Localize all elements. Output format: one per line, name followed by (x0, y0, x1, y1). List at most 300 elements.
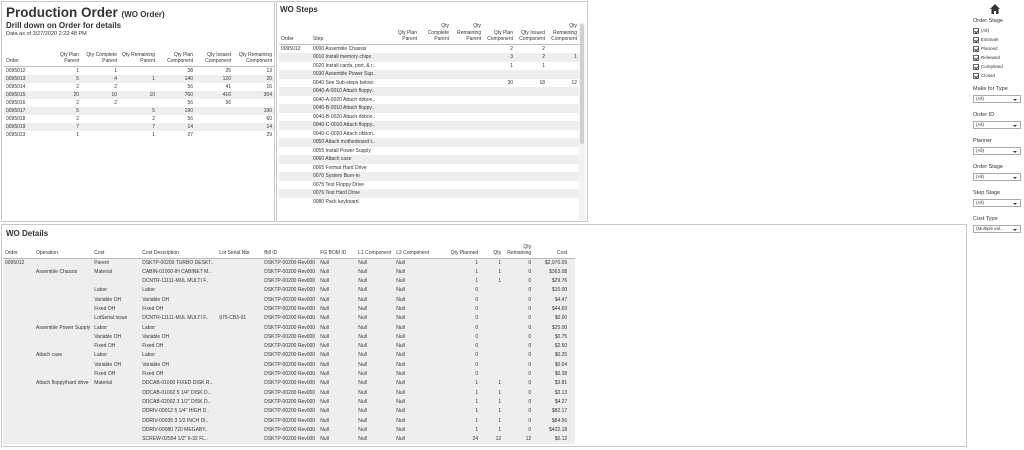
step-stage-filter-title: Step Stage (973, 190, 1001, 196)
table-cell (480, 361, 503, 370)
table-row[interactable] (4, 115, 274, 123)
table-cell: 18 (539, 79, 545, 86)
row-spacer (569, 370, 575, 379)
table-cell (419, 62, 451, 71)
table-row[interactable] (3, 379, 575, 388)
table-cell: 56 (187, 115, 193, 122)
table-cell: DSKTP-00200 Rev000 (262, 258, 318, 268)
table-cell: Null (394, 324, 436, 333)
table-cell (279, 79, 311, 88)
table-cell: Material (92, 268, 140, 277)
row-spacer (569, 407, 575, 416)
table-cell: CABIN-01000-IH CABINET M.. (140, 268, 217, 277)
table-cell (279, 70, 311, 79)
table-row[interactable] (279, 62, 579, 71)
table-cell (547, 104, 579, 113)
table-cell (217, 268, 262, 277)
table-cell: $44.69 (533, 305, 569, 314)
table-cell (3, 361, 34, 370)
column-header[interactable]: Bill ID (262, 240, 318, 258)
table-cell (387, 147, 419, 156)
table-cell: 0095012 (281, 45, 301, 52)
table-cell (419, 121, 451, 130)
table-cell: Fixed OH (140, 342, 217, 351)
table-cell: 0 (503, 407, 533, 416)
table-cell: 0050 Attach motherboard t.. (311, 138, 387, 147)
column-header[interactable]: Qty Issued Component (515, 22, 547, 44)
table-cell: $4.47 (533, 296, 569, 305)
order-stage-filter-title: Order Stage (973, 18, 1003, 24)
table-cell: 1 (480, 277, 503, 286)
table-cell (483, 147, 515, 156)
header-row (3, 240, 575, 258)
table-cell: 1 (114, 67, 117, 74)
table-row[interactable] (279, 44, 579, 53)
table-cell: DSKTP-00200 Rev000 (262, 361, 318, 370)
column-header[interactable]: Qty Plan Component (157, 42, 195, 66)
table-cell (34, 417, 92, 426)
table-cell: $0.25 (533, 351, 569, 360)
table-row[interactable] (279, 198, 579, 207)
table-cell: 1 (436, 258, 480, 268)
table-cell (547, 164, 579, 173)
table-cell: DSKTP-00200 Rev000 (262, 407, 318, 416)
table-cell (387, 121, 419, 130)
table-cell: Null (394, 426, 436, 435)
wo-steps-title: WO Steps (280, 5, 318, 14)
table-cell (515, 198, 547, 207)
chevron-down-icon (1013, 125, 1017, 127)
table-cell: Fixed OH (140, 370, 217, 379)
table-cell: 12 (571, 79, 577, 86)
table-cell (279, 172, 311, 181)
table-cell: Null (356, 417, 394, 426)
dropdown-value: (All) (976, 200, 984, 205)
table-row[interactable] (3, 333, 575, 342)
page-title: Production Order (6, 5, 118, 20)
order-stage-dropdown-title: Order Stage (973, 164, 1003, 170)
table-cell (279, 138, 311, 147)
table-row[interactable] (279, 164, 579, 173)
table-row[interactable] (3, 314, 575, 323)
table-row[interactable] (279, 181, 579, 190)
table-cell: DSKTP-00200 Rev000 (262, 277, 318, 286)
table-row[interactable] (4, 99, 274, 107)
table-row[interactable] (279, 130, 579, 139)
table-cell: $2,970.09 (533, 258, 569, 268)
table-row[interactable] (4, 83, 274, 91)
table-cell (451, 79, 483, 88)
table-cell (387, 104, 419, 113)
table-cell: DSKTP-00200 Rev000 (262, 417, 318, 426)
table-row[interactable] (3, 407, 575, 416)
table-cell (419, 130, 451, 139)
table-row[interactable] (279, 113, 579, 122)
table-cell: 0095012 (6, 67, 26, 74)
table-cell: 1 (480, 389, 503, 398)
table-cell: 12 (480, 435, 503, 444)
table-row[interactable] (3, 417, 575, 426)
chevron-down-icon (1013, 99, 1017, 101)
table-row[interactable] (279, 147, 579, 156)
table-row[interactable] (3, 258, 575, 268)
column-header[interactable]: Qty Remaining Component (233, 42, 274, 66)
table-row[interactable] (279, 79, 579, 88)
table-row[interactable] (279, 189, 579, 198)
table-cell (547, 62, 579, 71)
table-cell (34, 342, 92, 351)
table-row[interactable] (4, 66, 274, 75)
table-cell (34, 314, 92, 323)
table-row[interactable] (3, 286, 575, 295)
table-row[interactable] (3, 426, 575, 435)
table-cell (387, 130, 419, 139)
table-cell (547, 121, 579, 130)
checkbox-checked-icon[interactable] (973, 46, 979, 52)
table-row[interactable] (279, 121, 579, 130)
table-cell: $0.75 (533, 333, 569, 342)
table-cell (419, 53, 451, 62)
table-cell: Null (318, 426, 356, 435)
table-cell: Null (394, 407, 436, 416)
table-cell: 14 (233, 123, 274, 131)
checkbox-checked-icon[interactable] (973, 55, 979, 61)
column-header[interactable]: Qty Remaining Parent (451, 22, 483, 44)
table-row[interactable] (4, 75, 274, 83)
table-cell (34, 333, 92, 342)
table-cell (34, 296, 92, 305)
row-spacer (569, 361, 575, 370)
table-cell: 0040-C-0020 Attach ribbon.. (313, 130, 376, 137)
table-cell: 5 (44, 75, 81, 83)
table-cell: Null (318, 286, 356, 295)
wo-steps-table (279, 22, 579, 206)
column-header[interactable]: Cost Description (140, 240, 217, 258)
column-header[interactable]: Qty Planned (436, 240, 480, 258)
table-cell (34, 277, 92, 286)
table-cell: $84.56 (533, 417, 569, 426)
table-cell: Attach case (34, 351, 92, 360)
table-row[interactable] (3, 277, 575, 286)
chevron-down-icon (1013, 229, 1017, 231)
table-cell (3, 324, 34, 333)
table-cell: 0 (503, 417, 533, 426)
table-cell: 0010 Install memory chips (311, 53, 387, 62)
column-header[interactable]: L1 Component (356, 240, 394, 258)
table-cell: 25 (225, 67, 231, 74)
table-cell: 12 (503, 435, 533, 444)
column-header[interactable]: Qty Issued Component (195, 42, 233, 66)
order-stage-option[interactable] (973, 45, 998, 54)
table-cell (547, 147, 579, 156)
table-cell: 1 (480, 398, 503, 407)
option-label: Completed (981, 64, 1003, 69)
column-header[interactable]: Qty Remaining (503, 240, 533, 258)
table-cell: Null (356, 324, 394, 333)
table-cell (515, 121, 547, 130)
table-cell: Null (356, 342, 394, 351)
column-header[interactable]: L2 Component (394, 240, 436, 258)
table-cell (419, 79, 451, 88)
table-row[interactable] (3, 435, 575, 444)
table-cell: 0 (503, 379, 533, 388)
column-header[interactable]: Operation (34, 240, 92, 258)
table-row[interactable] (279, 70, 579, 79)
table-row[interactable] (279, 155, 579, 164)
table-row[interactable] (279, 104, 579, 113)
table-cell: 1 (547, 53, 579, 62)
column-header[interactable]: Step (311, 22, 387, 44)
table-cell: 0 (503, 277, 533, 286)
table-cell (515, 96, 547, 105)
table-cell: 0 (503, 286, 533, 295)
table-cell: 0095018 (6, 115, 26, 122)
table-cell: 0095019 (4, 123, 44, 131)
production-order-title (6, 5, 165, 20)
table-row[interactable] (4, 91, 274, 99)
column-header[interactable]: FG BOM ID (318, 240, 356, 258)
table-cell: 0 (503, 268, 533, 277)
table-cell (451, 96, 483, 105)
table-cell: Fixed OH (92, 305, 140, 314)
table-cell: DSKTP-00200 Rev000 (262, 342, 318, 351)
table-row[interactable] (3, 389, 575, 398)
table-cell: Null (318, 305, 356, 314)
order-stage-dropdown[interactable] (973, 173, 1021, 181)
scrollbar-thumb[interactable] (580, 24, 584, 144)
table-cell (217, 361, 262, 370)
table-cell (34, 435, 92, 444)
table-cell: $0.00 (533, 314, 569, 323)
option-label: (All) (981, 28, 989, 33)
table-row[interactable] (3, 342, 575, 351)
table-cell: 416 (195, 91, 233, 99)
table-cell (515, 130, 547, 139)
planner-dropdown[interactable] (973, 147, 1021, 155)
table-cell: 2 (515, 53, 547, 62)
table-cell (92, 398, 140, 407)
table-cell: 1 (152, 131, 155, 138)
column-header[interactable]: Cost (92, 240, 140, 258)
table-cell: DCNTR-11111-MUL MULTI F.. (140, 277, 217, 286)
table-cell (419, 164, 451, 173)
table-cell: 41 (225, 83, 231, 90)
table-cell (419, 113, 451, 122)
order-stage-option[interactable] (973, 27, 989, 36)
order-stage-option[interactable] (973, 36, 999, 45)
table-cell: Null (318, 296, 356, 305)
table-row[interactable] (279, 138, 579, 147)
column-header[interactable]: Qty Remaining Component (547, 22, 579, 44)
table-cell: 56 (187, 83, 193, 90)
column-header[interactable]: Lot Serial Nbr (217, 240, 262, 258)
table-cell: Null (356, 351, 394, 360)
table-cell (419, 172, 451, 181)
make-for-type-dropdown[interactable] (973, 95, 1021, 103)
order-stage-option[interactable] (973, 54, 1000, 63)
table-row[interactable] (4, 107, 274, 115)
checkbox-checked-icon[interactable] (973, 73, 979, 79)
table-cell (451, 164, 483, 173)
checkbox-checked-icon[interactable] (973, 28, 979, 34)
table-cell (387, 138, 419, 147)
table-cell (451, 87, 483, 96)
table-cell (515, 172, 547, 181)
order-id-dropdown[interactable] (973, 121, 1021, 129)
table-row[interactable] (279, 96, 579, 105)
column-header[interactable]: Order (3, 240, 34, 258)
table-cell: Null (318, 417, 356, 426)
table-cell (483, 181, 515, 190)
column-header[interactable]: Qty Plan Parent (387, 22, 419, 44)
table-cell (217, 324, 262, 333)
table-row[interactable] (3, 324, 575, 333)
table-cell (195, 115, 233, 123)
column-header[interactable]: Qty Remaining Parent (119, 42, 157, 66)
order-stage-option[interactable] (973, 63, 1003, 72)
cost-type-dropdown[interactable] (973, 225, 1021, 233)
table-cell (387, 70, 419, 79)
table-row[interactable] (3, 398, 575, 407)
wo-details-table (3, 240, 575, 444)
column-header[interactable]: Qty Complete Parent (419, 22, 451, 44)
wo-steps-body (279, 44, 579, 206)
table-cell: 0065 Format Hard Drive (313, 164, 367, 171)
table-cell: 20 (233, 75, 274, 83)
table-cell (217, 305, 262, 314)
table-cell (419, 44, 451, 53)
table-cell (387, 44, 419, 53)
row-spacer (569, 258, 575, 268)
table-cell (547, 198, 579, 207)
table-cell: Null (318, 324, 356, 333)
table-cell (387, 181, 419, 190)
table-cell: 0 (436, 333, 480, 342)
data-as-of: Data as of 3/27/2020 2:22:48 PM (6, 31, 87, 37)
column-header[interactable]: Qty (480, 240, 503, 258)
table-cell (483, 104, 515, 113)
table-cell: DDCAB-02002 3 1/2" DISK D.. (140, 398, 217, 407)
table-cell: 2 (114, 99, 117, 106)
checkbox-checked-icon[interactable] (973, 64, 979, 70)
table-row[interactable] (3, 305, 575, 314)
table-cell (547, 189, 579, 198)
table-row[interactable] (279, 53, 579, 62)
table-row[interactable] (279, 87, 579, 96)
header-row (279, 22, 579, 44)
table-cell: Null (394, 379, 436, 388)
table-cell (387, 164, 419, 173)
table-cell: Null (394, 435, 436, 444)
column-header[interactable]: Order (4, 42, 44, 66)
table-cell (34, 389, 92, 398)
column-header[interactable]: Qty Complete Parent (81, 42, 119, 66)
table-cell (419, 104, 451, 113)
step-stage-dropdown[interactable] (973, 199, 1021, 207)
table-cell: 0 (503, 426, 533, 435)
home-icon[interactable] (989, 3, 1001, 15)
table-cell: DSKTP-00200 Rev000 (262, 379, 318, 388)
table-cell: 0040-A-0010 Attach floppy.. (311, 87, 387, 96)
table-cell (483, 172, 515, 181)
table-row[interactable] (279, 172, 579, 181)
table-cell (515, 70, 547, 79)
table-cell: Labor (92, 351, 140, 360)
table-row[interactable] (3, 268, 575, 277)
table-cell (3, 398, 34, 407)
table-cell: Labor (92, 324, 140, 333)
checkbox-checked-icon[interactable] (973, 37, 979, 43)
table-cell: 13 (266, 67, 272, 74)
table-row[interactable] (3, 361, 575, 370)
table-cell: 1 (76, 67, 79, 74)
column-header[interactable]: Qty Plan Parent (44, 42, 81, 66)
table-cell (34, 398, 92, 407)
table-cell (233, 99, 274, 107)
table-cell: 1 (436, 277, 480, 286)
column-header[interactable]: Qty Plan Component (483, 22, 515, 44)
table-cell: DSKTP-00200 Rev000 (262, 333, 318, 342)
table-cell: 1 (436, 426, 480, 435)
vertical-scrollbar[interactable] (579, 22, 585, 220)
table-cell (451, 121, 483, 130)
table-cell: Variable OH (92, 361, 140, 370)
table-cell (480, 370, 503, 379)
table-cell: 0040-B-0010 Attach floppy.. (311, 104, 387, 113)
table-row[interactable] (3, 370, 575, 379)
table-cell: Null (318, 351, 356, 360)
table-cell: $432.18 (533, 426, 569, 435)
table-cell: 1 (510, 62, 513, 69)
table-cell (3, 379, 34, 388)
table-cell (451, 53, 483, 62)
column-header[interactable]: Order (279, 22, 311, 44)
order-stage-option[interactable] (973, 72, 995, 81)
table-cell (547, 96, 579, 105)
cost-type-filter-title: Cost Type (973, 216, 998, 222)
table-cell: $10.00 (533, 286, 569, 295)
chevron-down-icon (1013, 177, 1017, 179)
table-cell (3, 305, 34, 314)
table-row[interactable] (3, 351, 575, 360)
table-cell (34, 370, 92, 379)
table-cell: 0 (436, 370, 480, 379)
table-cell: DDRIV-00012 5 1/4" HIGH D.. (140, 407, 217, 416)
table-cell: Null (356, 258, 394, 268)
table-cell: 1 (76, 131, 79, 138)
row-spacer (569, 398, 575, 407)
table-cell: 0095013 (4, 75, 44, 83)
table-cell (387, 198, 419, 207)
table-cell (515, 147, 547, 156)
option-label: Released (981, 55, 1001, 60)
table-cell: 0020 Install cards, port, & r.. (313, 62, 376, 69)
table-cell (279, 113, 311, 122)
table-cell (92, 435, 140, 444)
table-cell: 7 (44, 123, 81, 131)
table-cell (279, 53, 311, 62)
column-header[interactable]: Cost (533, 240, 569, 258)
table-row[interactable] (4, 123, 274, 131)
table-cell (195, 123, 233, 131)
table-cell: 5 (44, 107, 81, 115)
table-cell: Null (356, 314, 394, 323)
table-row[interactable] (3, 296, 575, 305)
table-cell (547, 70, 579, 79)
table-cell (3, 286, 34, 295)
table-row[interactable] (4, 131, 274, 139)
table-cell: Null (394, 417, 436, 426)
